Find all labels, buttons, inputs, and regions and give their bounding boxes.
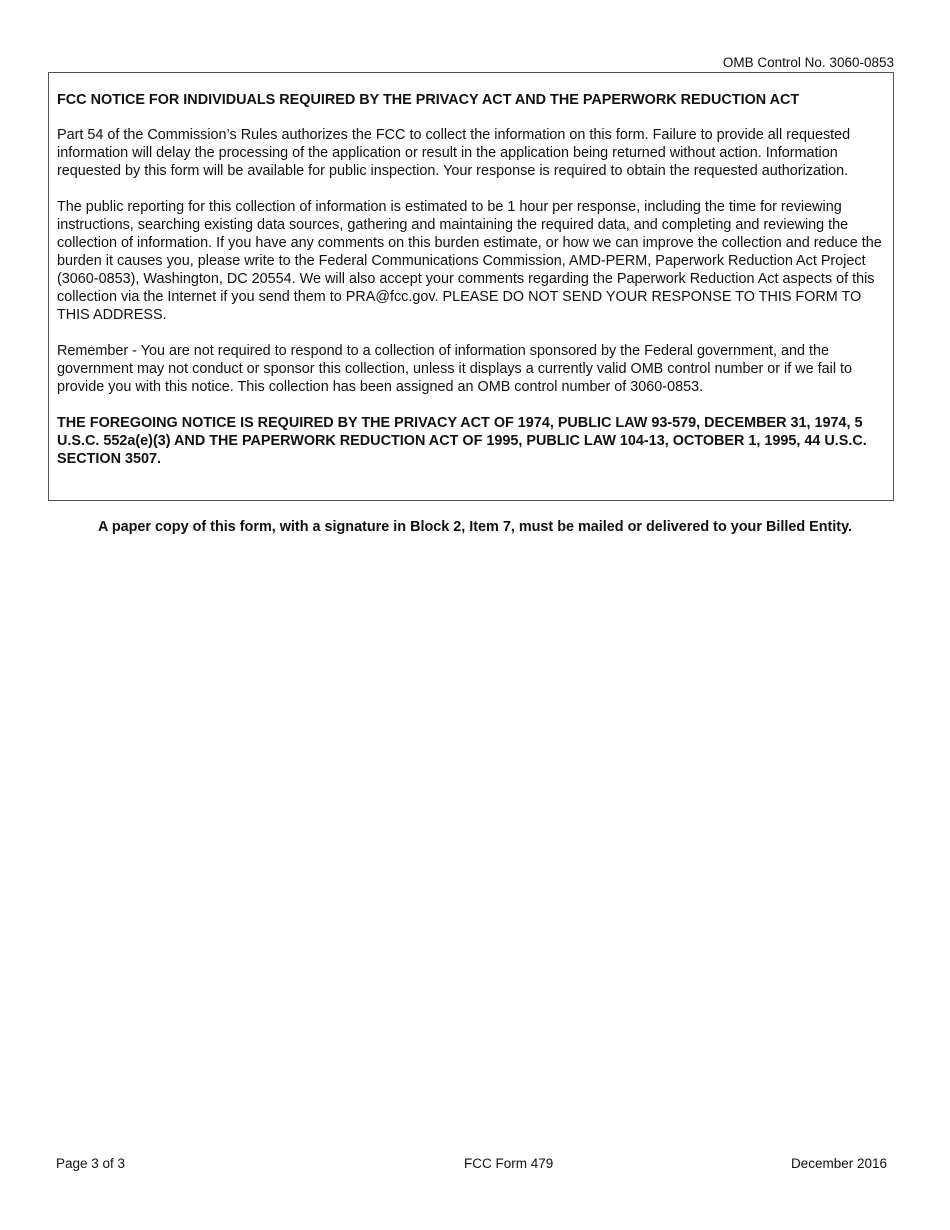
footer-form-name: FCC Form 479 (464, 1156, 554, 1171)
notice-paragraph-burden: The public reporting for this collection of information is estimated to be 1 hour per response, including the time for reviewing instructions, searching existing data sources, gathering and maintaining the required data, and completing and reviewing the collection of information. If you have any comments on this burden estimate, or how we can improve the collection and reduce the burden it causes you, please write to the Federal Communications Commission, AMD-PERM, Paperwork Reduction Act Project (3060-0853), Washington, DC 20554. We will also accept your comments regarding the Paperwork Reduction Act aspects of this collection via the Internet if you send them to PRA@fcc.gov. PLEASE DO NOT SEND YOUR RESPONSE TO THIS FORM TO THIS ADDRESS. (57, 199, 882, 323)
privacy-notice-box (48, 72, 894, 501)
notice-paragraph-omb: Remember - You are not required to respond to a collection of information sponsored by the Federal government, and the government may not conduct or sponsor this collection, unless it displays a currently valid OMB control number or if we fail to provide you with this notice. This collection has been assigned an OMB control number of 3060-0853. (57, 343, 853, 395)
footer-date: December 2016 (790, 1156, 887, 1171)
notice-paragraph-legal: THE FOREGOING NOTICE IS REQUIRED BY THE PRIVACY ACT OF 1974, PUBLIC LAW 93-579, DECEMBER 31, 1974, 5 U.S.C. 552a(e)(3) AND THE PAPERWORK REDUCTION ACT OF 1995, PUBLIC LAW 104-13, OCTOBER 1, 1995, 44 U.S.C. SECTION 3507. (57, 415, 867, 467)
notice-paragraph-authority: Part 54 of the Commission’s Rules authorizes the FCC to collect the information on this form. Failure to provide all requested information will delay the processing of the application or result in the application being returned without action. Information requested by this form will be available for public inspection. Your response is required to obtain the requested authorization. (57, 127, 851, 179)
footer-page-number: Page 3 of 3 (56, 1156, 126, 1171)
omb-control-number: OMB Control No. 3060-0853 (722, 55, 894, 70)
mail-instruction: A paper copy of this form, with a signature in Block 2, Item 7, must be mailed or delivered to your Billed Entity. (97, 519, 853, 535)
notice-title: FCC NOTICE FOR INDIVIDUALS REQUIRED BY THE PRIVACY ACT AND THE PAPERWORK REDUCTION ACT (57, 92, 800, 108)
